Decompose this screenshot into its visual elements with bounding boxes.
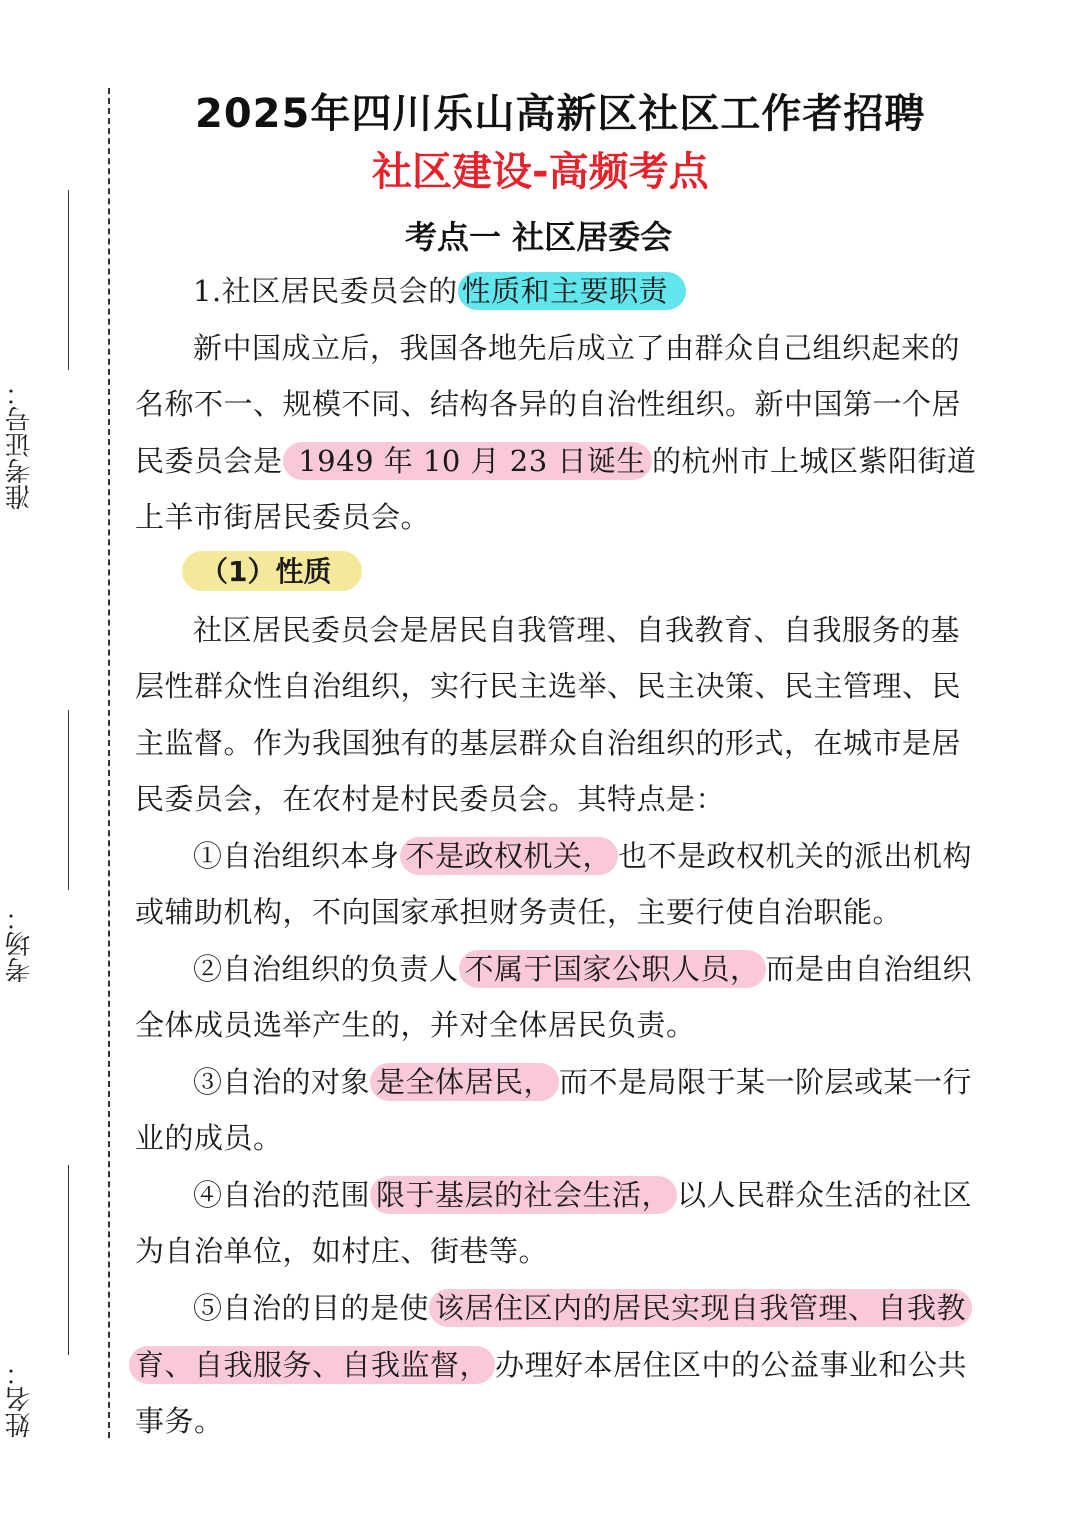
exam-room-label: 考场： [5, 905, 35, 983]
point-1-start: ①自治组织本身 [193, 839, 400, 873]
point-2-highlight: 不属于国家公职人员， [459, 950, 766, 988]
point-3-line-1 [193, 1062, 972, 1102]
point-4-start: ④自治的范围 [193, 1178, 371, 1212]
point-5-line-3: 事务。 [135, 1404, 224, 1438]
point-3-line-2: 业的成员。 [135, 1121, 283, 1155]
point-5-line-2 [129, 1345, 967, 1385]
binding-dashed-line [108, 88, 110, 1438]
intro-line-3-start: 民委员会是 [135, 444, 283, 478]
point-5-highlight-2: 育、自我服务、自我监督， [129, 1346, 495, 1384]
point-4-highlight: 限于基层的社会生活， [370, 1176, 677, 1214]
point-1-highlight: 不是政权机关， [400, 837, 619, 875]
point-2-start: ②自治组织的负责人 [193, 952, 459, 986]
point-1-line-2: 或辅助机构，不向国家承担财务责任，主要行使自治职能。 [135, 895, 903, 929]
point-5-highlight: 该居住区内的居民实现自我管理、自我教 [429, 1289, 972, 1327]
point-5-end: 办理好本居住区中的公益事业和公共 [495, 1348, 968, 1382]
point-2-end: 而是由自治组织 [765, 952, 973, 986]
point-2-line-1 [193, 949, 972, 989]
point-3-highlight: 是全体居民， [370, 1063, 559, 1101]
item-1-highlight: 性质和主要职责 [458, 272, 687, 310]
intro-line-2: 名称不一、规模不同、结构各异的自治性组织。新中国第一个居 [135, 387, 962, 421]
point-5-line-1 [193, 1288, 972, 1328]
intro-line-3-end: 的杭州市上城区紫阳街道 [651, 444, 977, 478]
intro-line-4: 上羊市街居民委员会。 [135, 500, 431, 534]
section-heading: 考点一 社区居委会 [405, 218, 673, 256]
point-4-line-1 [193, 1175, 972, 1215]
point-3-end: 而不是局限于某一阶层或某一行 [559, 1065, 973, 1099]
item-1-prefix: 1.社区居民委员会的 [193, 274, 458, 308]
nature-label: （1）性质 [200, 555, 332, 588]
exam-room-line [68, 710, 69, 890]
name-line [68, 1165, 69, 1355]
nature-line-4: 民委员会，在农村是村民委员会。其特点是： [135, 782, 726, 816]
point-3-start: ③自治的对象 [193, 1065, 371, 1099]
admission-number-line [68, 190, 69, 370]
page-title: 2025年四川乐山高新区社区工作者招聘 [195, 91, 926, 137]
point-4-line-2: 为自治单位，如村庄、街巷等。 [135, 1234, 549, 1268]
page-subtitle: 社区建设-高频考点 [372, 149, 709, 195]
nature-line-1: 社区居民委员会是居民自我管理、自我教育、自我服务的基 [193, 613, 961, 647]
nature-line-3: 主监督。作为我国独有的基层群众自治组织的形式，在城市是居 [135, 726, 962, 760]
intro-line-3 [135, 441, 976, 481]
point-5-start: ⑤自治的目的是使 [193, 1291, 430, 1325]
intro-date-highlight: 1949 年 10 月 23 日诞生 [283, 442, 652, 480]
admission-number-label: 准考证号： [5, 380, 35, 510]
point-2-line-2: 全体成员选举产生的，并对全体居民负责。 [135, 1008, 696, 1042]
item-1-heading [193, 271, 686, 311]
point-1-end: 也不是政权机关的派出机构 [618, 839, 973, 873]
point-4-end: 以人民群众生活的社区 [677, 1178, 973, 1212]
point-1-line-1 [193, 836, 972, 876]
intro-line-1: 新中国成立后，我国各地先后成立了由群众自己组织起来的 [193, 331, 961, 365]
nature-line-2: 层性群众性自治组织，实行民主选举、民主决策、民主管理、民 [135, 669, 962, 703]
name-label: 姓名： [5, 1360, 35, 1438]
